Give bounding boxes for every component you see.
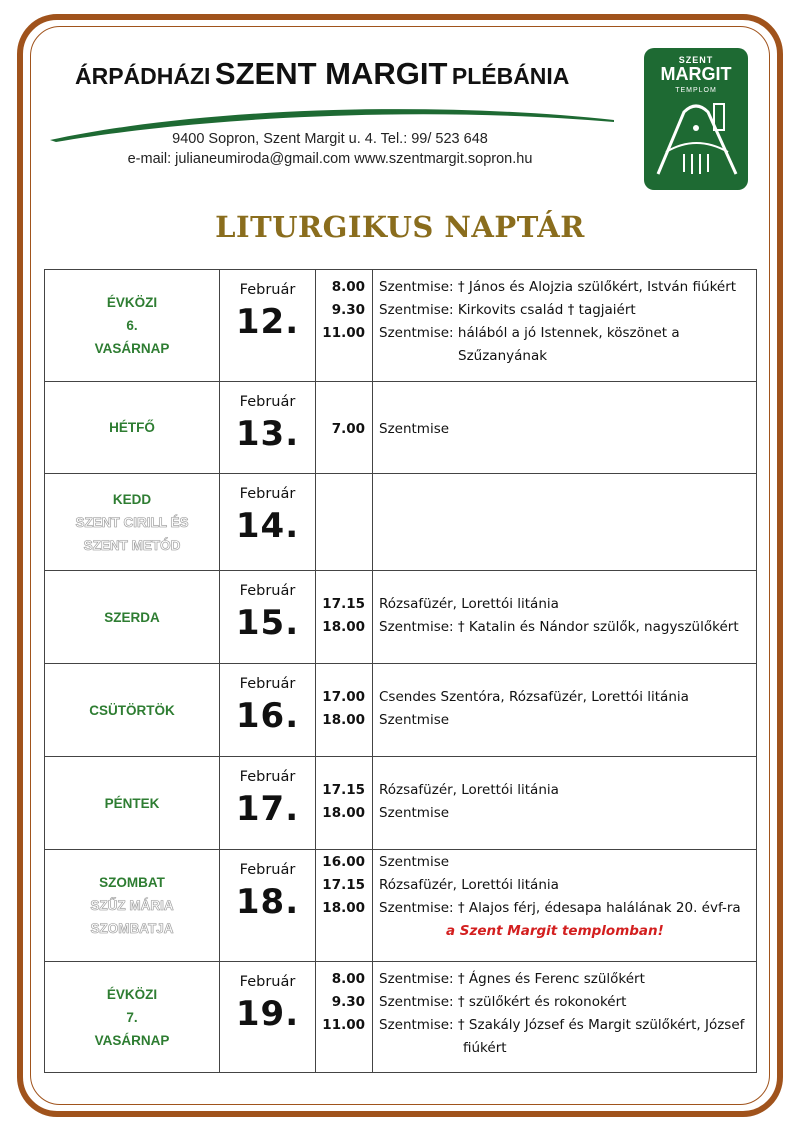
mass-time: 7.00 [331,421,365,437]
month-label: Február [239,974,296,990]
time-cell [316,962,373,1073]
calendar-row [45,571,757,664]
mass-time: 17.15 [322,782,365,798]
date-cell [220,757,316,850]
logo-text-3: TEMPLOM [675,87,717,94]
calendar-row [45,757,757,850]
calendar-row [45,962,757,1073]
time-cell [316,474,373,571]
mass-time: 9.30 [331,302,365,318]
month-label: Február [239,282,296,298]
time-cell [316,571,373,664]
day-name: ÉVKÖZI [106,986,158,1002]
mass-time: 16.00 [322,854,365,870]
day-name: 6. [126,318,138,333]
day-number: 12. [235,302,300,342]
date-cell [220,382,316,474]
date-cell [220,270,316,382]
calendar-table [44,269,757,1073]
mass-time: 17.15 [322,596,365,612]
event-text-continued: fiúkért [463,1040,507,1056]
mass-time: 17.15 [322,877,365,893]
feast-name: SZOMBATJA [90,921,174,936]
calendar-row [45,270,757,382]
day-cell [45,850,220,962]
event-note: a Szent Margit templomban! [446,923,664,939]
month-label: Február [239,676,296,692]
event-cell [373,571,757,664]
page-heading: LITURGIKUS NAPTÁR [215,210,585,244]
day-name: VASÁRNAP [94,1032,170,1048]
church-icon [644,94,748,186]
title-prefix: ÁRPÁDHÁZI [75,63,211,89]
mass-time: 18.00 [322,619,365,635]
day-cell [45,757,220,850]
day-cell [45,571,220,664]
event-text: Szentmise [379,805,450,821]
church-logo [644,48,748,190]
time-cell [316,757,373,850]
event-text: Rózsafüzér, Lorettói litánia [379,877,559,893]
day-number: 16. [235,696,300,736]
event-text: Szentmise: † Szakály József és Margit szülőkért, József [379,1017,745,1033]
mass-time: 11.00 [322,1017,365,1033]
event-text: Szentmise: † Alajos férj, édesapa halálának 20. évf-ra [379,900,741,916]
event-cell [373,850,757,962]
day-number: 17. [235,789,300,829]
feast-name: SZENT CIRILL ÉS [75,514,189,530]
month-label: Február [239,862,296,878]
feast-name: SZŰZ MÁRIA [90,898,174,913]
time-cell [316,664,373,757]
day-number: 14. [235,506,300,546]
calendar-row [45,382,757,474]
time-cell [316,382,373,474]
event-text: Szentmise [379,712,450,728]
mass-time: 8.00 [331,279,365,295]
day-name: ÉVKÖZI [106,295,158,310]
event-text: Szentmise [379,854,450,870]
event-text: Rózsafüzér, Lorettói litánia [379,782,559,798]
event-text: Szentmise: Kirkovits család † tagjaiért [379,302,636,318]
day-cell [45,382,220,474]
mass-time: 18.00 [322,805,365,821]
mass-time: 17.00 [322,689,365,705]
calendar-row [45,664,757,757]
time-cell [316,850,373,962]
event-text: Szentmise: † János és Alojzia szülőkért, István fiúkért [379,279,737,295]
mass-time: 8.00 [331,971,365,987]
date-cell [220,474,316,571]
day-name: KEDD [112,491,152,507]
event-cell [373,664,757,757]
feast-name: SZENT METÓD [83,537,181,553]
title-main: SZENT MARGIT [214,56,448,91]
event-cell [373,962,757,1073]
day-name: HÉTFŐ [109,420,155,435]
day-number: 15. [235,603,300,643]
day-cell [45,474,220,571]
month-label: Február [239,486,296,502]
date-cell [220,571,316,664]
day-cell [45,664,220,757]
event-text: Csendes Szentóra, Rózsafüzér, Lorettói litánia [379,689,689,705]
event-text: Szentmise: † Katalin és Nándor szülők, nagyszülőkért [379,619,739,635]
mass-time: 11.00 [322,325,365,341]
event-text: Szentmise [379,421,450,437]
day-name: CSÜTÖRTÖK [89,702,175,718]
day-name: SZOMBAT [99,875,165,890]
date-cell [220,962,316,1073]
day-name: 7. [126,1009,138,1025]
event-cell [373,474,757,571]
event-text: Rózsafüzér, Lorettói litánia [379,596,559,612]
contact-line: e-mail: julianeumiroda@gmail.com www.szentmargit.sopron.hu [127,151,533,167]
mass-time: 9.30 [331,994,365,1010]
address-line: 9400 Sopron, Szent Margit u. 4. Tel.: 99/ 523 648 [172,131,488,147]
date-cell [220,850,316,962]
mass-time: 18.00 [322,900,365,916]
day-number: 18. [235,882,300,922]
event-text-continued: Szűzanyának [458,348,548,364]
event-cell [373,757,757,850]
event-text: Szentmise: † szülőkért és rokonokért [379,994,627,1010]
day-name: PÉNTEK [104,795,160,811]
date-cell [220,664,316,757]
day-name: VASÁRNAP [94,341,170,356]
time-cell [316,270,373,382]
calendar-row [45,474,757,571]
day-number: 19. [235,994,300,1034]
mass-time: 18.00 [322,712,365,728]
day-number: 13. [235,414,300,454]
parish-title [75,56,615,92]
event-text: Szentmise: hálából a jó Istennek, köszönet a [379,325,680,341]
event-text: Szentmise: † Ágnes és Ferenc szülőkért [379,971,645,987]
logo-text-2: MARGIT [660,64,732,84]
title-suffix: PLÉBÁNIA [451,63,570,89]
event-cell [373,382,757,474]
event-cell [373,270,757,382]
day-name: SZERDA [104,609,160,625]
month-label: Február [239,769,296,785]
logo-text-1: SZENT [678,55,714,65]
day-cell [45,270,220,382]
calendar-row [45,850,757,962]
month-label: Február [239,583,296,599]
month-label: Február [239,394,296,410]
day-cell [45,962,220,1073]
